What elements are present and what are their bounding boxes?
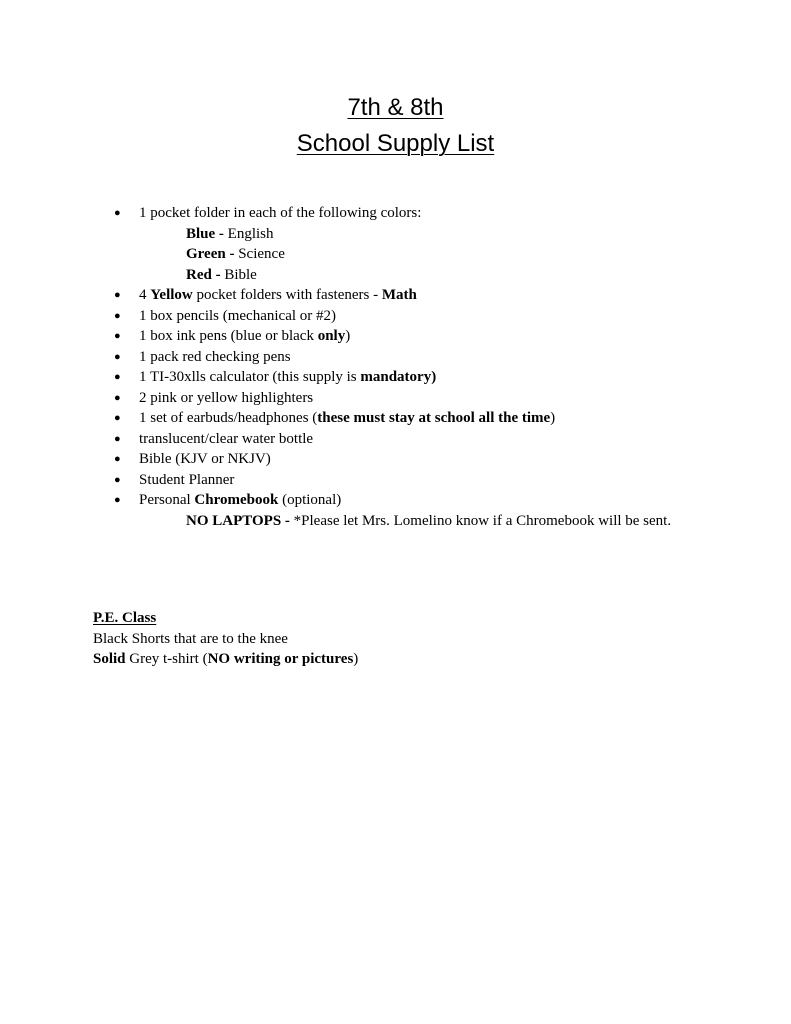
bullet-icon: ● [114, 330, 121, 342]
title-grades [0, 93, 791, 123]
list-item [0, 449, 791, 470]
title-supply-list-text: School Supply List [296, 130, 495, 157]
bullet-icon: ● [114, 309, 121, 322]
item-text: 1 pack red checking pens [139, 348, 291, 365]
item-text [139, 490, 341, 511]
text-run: 1 box ink pens (blue or black [139, 328, 318, 344]
item-text: translucent/clear water bottle [139, 430, 314, 447]
sub-item-text [186, 224, 274, 245]
chromebook-note [0, 511, 791, 532]
text-run: Grey t-shirt ( [125, 651, 208, 667]
sub-item-text [186, 244, 285, 265]
bullet-icon: ● [114, 432, 121, 445]
title-supply-list [0, 129, 791, 159]
sub-item-text [186, 265, 257, 286]
bullet-icon: ● [114, 453, 121, 465]
text-run-bold: these must stay at school all the time [317, 410, 551, 426]
bullet-icon: ● [114, 350, 121, 363]
list-item [0, 285, 791, 306]
text-run-bold: Chromebook [194, 492, 279, 508]
text-run: ) [550, 410, 556, 426]
list-item [0, 203, 791, 224]
bullet-icon: ● [114, 371, 121, 383]
folder-color: Green - [186, 246, 235, 262]
bullet-icon: ● [114, 289, 121, 301]
sub-item-red [0, 265, 791, 286]
pe-line-shorts: Black Shorts that are to the knee [93, 630, 288, 647]
item-text: 2 pink or yellow highlighters [139, 389, 314, 406]
item-text: 1 pocket folder in each of the following colors: [139, 205, 422, 221]
text-run: Personal [139, 492, 195, 508]
folder-subject: Bible [220, 266, 257, 283]
item-text: Bible (KJV or NKJV) [139, 451, 271, 467]
pe-class-section [93, 608, 358, 670]
bullet-icon: ● [114, 494, 121, 506]
text-run-bold: Yellow [150, 287, 193, 303]
text-run: pocket folders with fasteners - [192, 287, 382, 303]
sub-item-green [0, 244, 791, 265]
text-run: 1 set of earbuds/headphones ( [139, 410, 318, 426]
item-text [139, 326, 350, 347]
bullet-icon: ● [114, 207, 121, 219]
text-run: 1 TI-30xlls calculator (this supply is [139, 369, 361, 385]
list-item [0, 490, 791, 511]
bullet-icon: ● [114, 391, 121, 404]
note-text [186, 511, 671, 532]
text-run-bold: Math [381, 287, 417, 303]
folder-subject: English [223, 225, 274, 242]
text-run: ) [345, 328, 351, 344]
pe-line-shirt [93, 649, 358, 670]
list-item [0, 326, 791, 347]
item-text [139, 285, 417, 306]
list-item [0, 347, 791, 368]
bullet-icon: ● [114, 473, 121, 486]
text-run: ) [353, 651, 359, 667]
list-item [0, 470, 791, 491]
text-run-bold: mandatory) [360, 369, 437, 385]
pe-heading: P.E. Class [93, 610, 157, 626]
text-run-bold: NO LAPTOPS - [186, 512, 290, 529]
sub-item-blue [0, 224, 791, 245]
list-item [0, 429, 791, 450]
title-grades-text: 7th & 8th [347, 94, 444, 121]
list-item [0, 367, 791, 388]
text-run: 4 [139, 287, 151, 303]
item-text [139, 408, 555, 429]
item-text [139, 367, 436, 388]
item-text: 1 box pencils (mechanical or #2) [139, 307, 337, 324]
supply-list [0, 203, 791, 531]
text-run-bold: Solid [93, 651, 126, 667]
text-run: *Please let Mrs. Lomelino know if a Chromebook will be sent. [289, 512, 672, 529]
folder-subject: Science [234, 246, 285, 262]
list-item [0, 408, 791, 429]
bullet-icon: ● [114, 412, 121, 424]
text-run: (optional) [278, 492, 342, 508]
list-item [0, 388, 791, 409]
item-text: Student Planner [139, 471, 235, 488]
list-item [0, 306, 791, 327]
folder-color: Blue - [186, 225, 224, 242]
folder-color: Red - [186, 266, 221, 283]
text-run-bold: NO writing or pictures [207, 651, 354, 667]
text-run-bold: only [317, 328, 346, 344]
